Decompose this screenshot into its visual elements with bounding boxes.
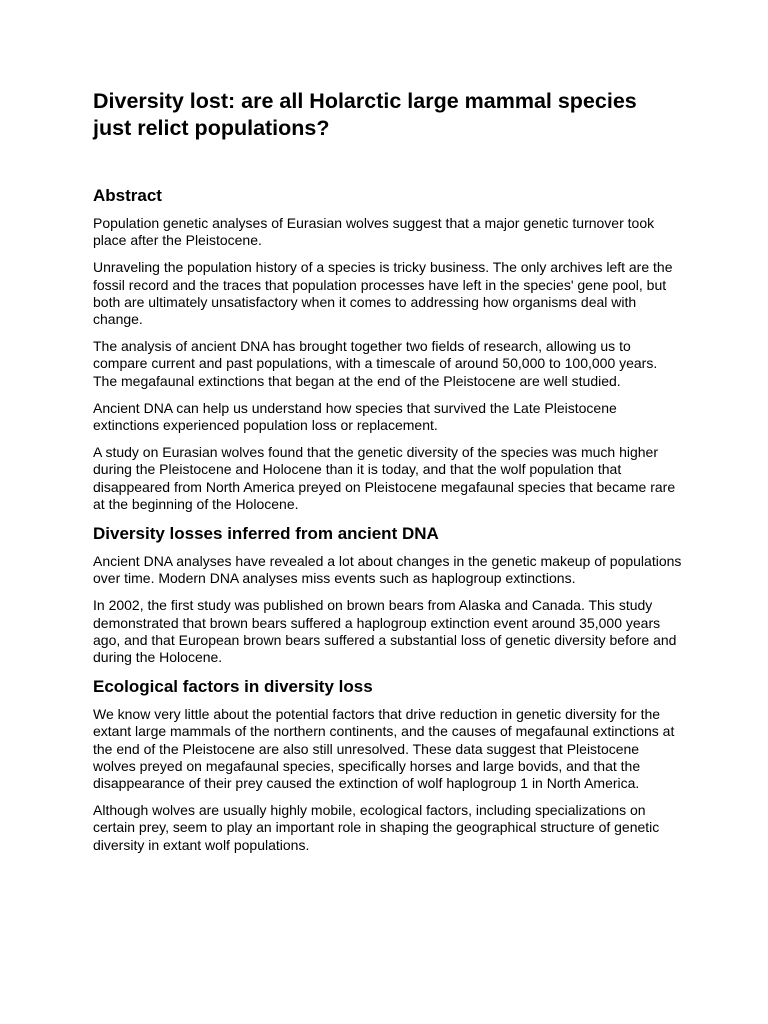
paragraph: Ancient DNA analyses have revealed a lot about changes in the genetic makeup of populations over time. Modern DNA analyses miss events such as haplogroup extinctions.	[93, 553, 682, 587]
paragraph: In 2002, the first study was published on brown bears from Alaska and Canada. This study demonstrated that brown bears suffered a haplogroup extinction event around 35,000 years ago, and that European brown bears suffered a substantial loss of genetic diversity before and during the Holocene.	[93, 597, 677, 666]
document-body	[93, 185, 683, 864]
section-abstract	[93, 185, 683, 513]
paragraph: We know very little about the potential factors that drive reduction in genetic diversity for the extant large mammals of the northern continents, and the causes of megafaunal extinctions at the end of the Pleistocene are also still unresolved. These data suggest that Pleistocene wolves preyed on megafaunal species, specifically horses and large bovids, and that the disappearance of their prey caused the extinction of wolf haplogroup 1 in North America.	[93, 706, 675, 792]
section-heading: Diversity losses inferred from ancient DNA	[93, 524, 439, 544]
paragraph: Ancient DNA can help us understand how species that survived the Late Pleistocene extinctions experienced population loss or replacement.	[93, 399, 617, 434]
section-diversity-losses	[93, 523, 683, 666]
document-title: Diversity lost: are all Holarctic large mammal species just relict populations?	[93, 89, 637, 140]
paragraph: The analysis of ancient DNA has brought together two fields of research, allowing us to compare current and past populations, with a timescale of around 50,000 to 100,000 years. The megafaunal extinctions that began at the end of the Pleistocene are well studied.	[93, 338, 658, 389]
section-ecological-factors	[93, 676, 683, 854]
paragraph: Although wolves are usually highly mobile, ecological factors, including specializations on certain prey, seem to play an important role in shaping the geographical structure of genetic diversity in extant wolf populations.	[93, 802, 660, 853]
paragraph: Population genetic analyses of Eurasian wolves suggest that a major genetic turnover took place after the Pleistocene.	[93, 215, 655, 249]
section-heading: Abstract	[93, 186, 162, 205]
paragraph: Unraveling the population history of a species is tricky business. The only archives left are the fossil record and the traces that population processes have left in the species' gene pool, but both are ultimately unsatisfactory when it comes to addressing how organisms deal with change.	[93, 259, 673, 328]
section-heading: Ecological factors in diversity loss	[93, 677, 373, 697]
paragraph: A study on Eurasian wolves found that the genetic diversity of the species was much higher during the Pleistocene and Holocene than it is today, and that the wolf population that disappeared from North America preyed on Pleistocene megafaunal species that became rare at the beginning of the Holocene.	[93, 444, 676, 512]
